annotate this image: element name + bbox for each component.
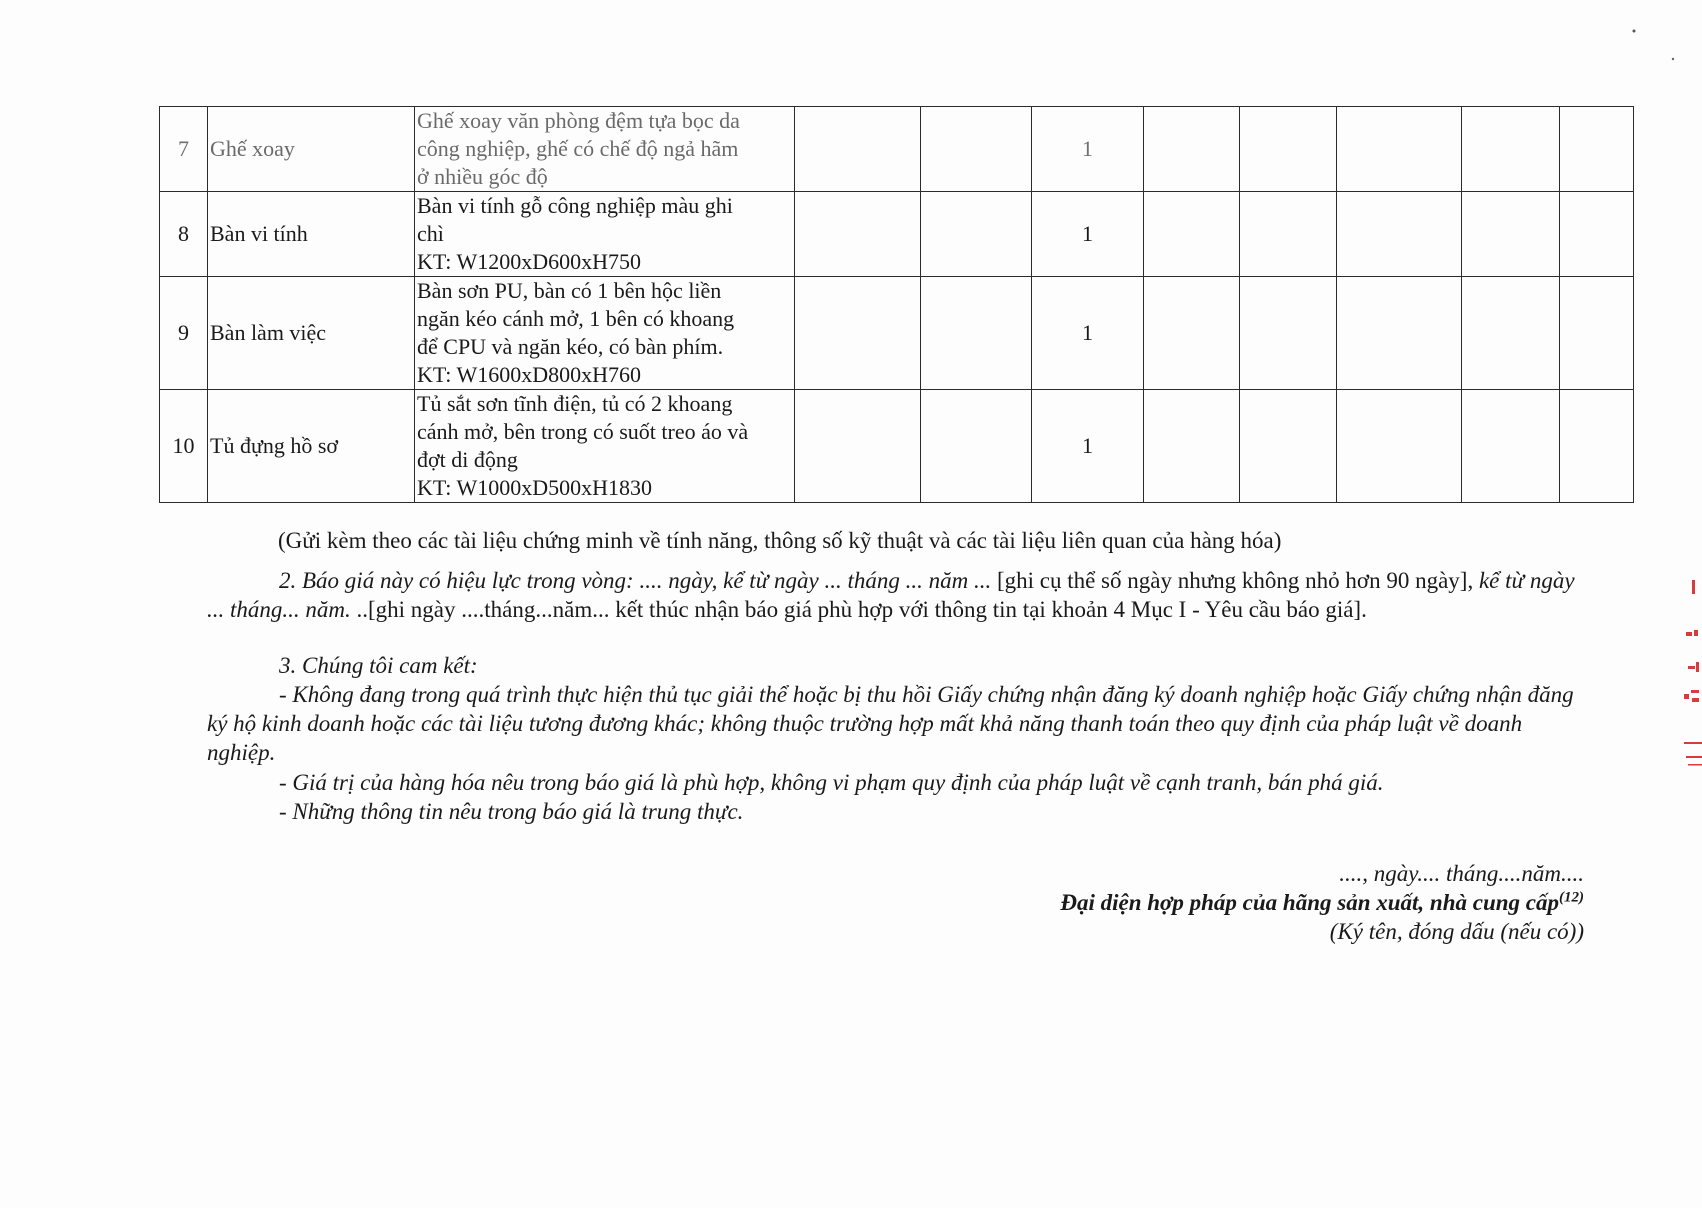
item-description <box>415 390 795 503</box>
validity-paragraph <box>207 566 1585 624</box>
signature-title <box>1060 888 1584 917</box>
empty-cell <box>921 390 1032 503</box>
signature-title-text: Đại diện hợp pháp của hãng sản xuất, nhà cung cấp <box>1060 890 1559 915</box>
signature-date-line: ...., ngày.... tháng....năm.... <box>1339 861 1584 886</box>
item-quantity: 1 <box>1032 192 1144 277</box>
empty-cell <box>1240 277 1337 390</box>
item-name: Ghế xoay <box>208 107 415 192</box>
description-line: ngăn kéo cánh mở, 1 bên có khoang <box>417 306 735 331</box>
commitment-item: - Những thông tin nêu trong báo giá là trung thực. <box>279 799 744 824</box>
item-name: Bàn làm việc <box>208 277 415 390</box>
description-line: Bàn vi tính gỗ công nghiệp màu ghi <box>417 193 733 218</box>
empty-cell <box>1337 390 1462 503</box>
empty-cell <box>1560 390 1634 503</box>
description-line: KT: W1600xD800xH760 <box>417 362 641 387</box>
description-line: ở nhiều góc độ <box>417 164 548 189</box>
empty-cell <box>1337 277 1462 390</box>
row-number: 8 <box>160 192 208 277</box>
scan-speck <box>1670 56 1676 62</box>
validity-text: [ghi cụ thể số ngày nhưng không nhỏ hơn 90 ngày], <box>991 568 1479 593</box>
item-name: Bàn vi tính <box>208 192 415 277</box>
empty-cell <box>921 192 1032 277</box>
empty-cell <box>1337 192 1462 277</box>
empty-cell <box>795 390 921 503</box>
empty-cell <box>1462 390 1560 503</box>
item-name: Tủ đựng hồ sơ <box>208 390 415 503</box>
empty-cell <box>795 107 921 192</box>
validity-text-italic: kể từ ngày ... tháng... năm. <box>207 568 1575 622</box>
empty-cell <box>1462 107 1560 192</box>
empty-cell <box>1560 107 1634 192</box>
empty-cell <box>1462 192 1560 277</box>
commitments-title: 3. Chúng tôi cam kết: <box>279 653 478 678</box>
item-description <box>415 192 795 277</box>
item-description <box>415 277 795 390</box>
description-line: chì <box>417 221 444 246</box>
row-number: 10 <box>160 390 208 503</box>
empty-cell <box>1560 192 1634 277</box>
item-description <box>415 107 795 192</box>
empty-cell <box>795 277 921 390</box>
empty-cell <box>1144 390 1240 503</box>
description-line: đợt di động <box>417 447 518 472</box>
empty-cell <box>1337 107 1462 192</box>
item-quantity: 1 <box>1032 107 1144 192</box>
table-row <box>160 277 1634 390</box>
empty-cell <box>921 107 1032 192</box>
empty-cell <box>1144 192 1240 277</box>
validity-text-italic: 2. Báo giá này có hiệu lực trong vòng: .... ngày, kể từ ngày ... tháng ... năm ... <box>279 568 992 593</box>
empty-cell <box>1240 107 1337 192</box>
empty-cell <box>921 277 1032 390</box>
commitment-item: - Giá trị của hàng hóa nêu trong báo giá là phù hợp, không vi phạm quy định của pháp luật về cạnh tranh, bán phá giá. <box>279 770 1384 795</box>
table-row <box>160 390 1634 503</box>
row-number: 7 <box>160 107 208 192</box>
item-quantity: 1 <box>1032 277 1144 390</box>
table-row <box>160 107 1634 192</box>
signature-note: (Ký tên, đóng dấu (nếu có)) <box>1329 919 1584 944</box>
validity-text: ..[ghi ngày ....tháng...năm... kết thúc nhận báo giá phù hợp với thông tin tại khoản 4 Mục I - Yêu cầu báo giá]. <box>350 597 1367 622</box>
item-quantity: 1 <box>1032 390 1144 503</box>
red-stamp-edge-mark <box>1674 570 1702 790</box>
description-line: Bàn sơn PU, bàn có 1 bên hộc liền <box>417 278 722 303</box>
empty-cell <box>1240 192 1337 277</box>
empty-cell <box>1144 277 1240 390</box>
empty-cell <box>795 192 921 277</box>
description-line: KT: W1000xD500xH1830 <box>417 475 652 500</box>
commitment-item: - Không đang trong quá trình thực hiện thủ tục giải thể hoặc bị thu hồi Giấy chứng nhận đăng ký doanh nghiệp hoặc Giấy chứng nhận đăng ký hộ kinh doanh hoặc các tài liệu tương đương khác; không thuộc trường hợp mất khả năng thanh toán theo quy định của pháp luật về doanh nghiệp. <box>207 682 1574 765</box>
table-row <box>160 192 1634 277</box>
goods-table <box>159 106 1634 503</box>
description-line: cánh mở, bên trong có suốt treo áo và <box>417 419 749 444</box>
attachment-note: (Gửi kèm theo các tài liệu chứng minh về tính năng, thông số kỹ thuật và các tài liệu liên quan của hàng hóa) <box>278 528 1282 553</box>
empty-cell <box>1462 277 1560 390</box>
scan-speck <box>1631 28 1637 34</box>
empty-cell <box>1144 107 1240 192</box>
description-line: Tủ sắt sơn tĩnh điện, tủ có 2 khoang <box>417 391 733 416</box>
row-number: 9 <box>160 277 208 390</box>
description-line: công nghiệp, ghế có chế độ ngả hãm <box>417 136 739 161</box>
footnote-marker: (12) <box>1559 889 1584 906</box>
description-line: KT: W1200xD600xH750 <box>417 249 641 274</box>
description-line: Ghế xoay văn phòng đệm tựa bọc da <box>417 108 740 133</box>
empty-cell <box>1560 277 1634 390</box>
empty-cell <box>1240 390 1337 503</box>
description-line: để CPU và ngăn kéo, có bàn phím. <box>417 334 724 359</box>
